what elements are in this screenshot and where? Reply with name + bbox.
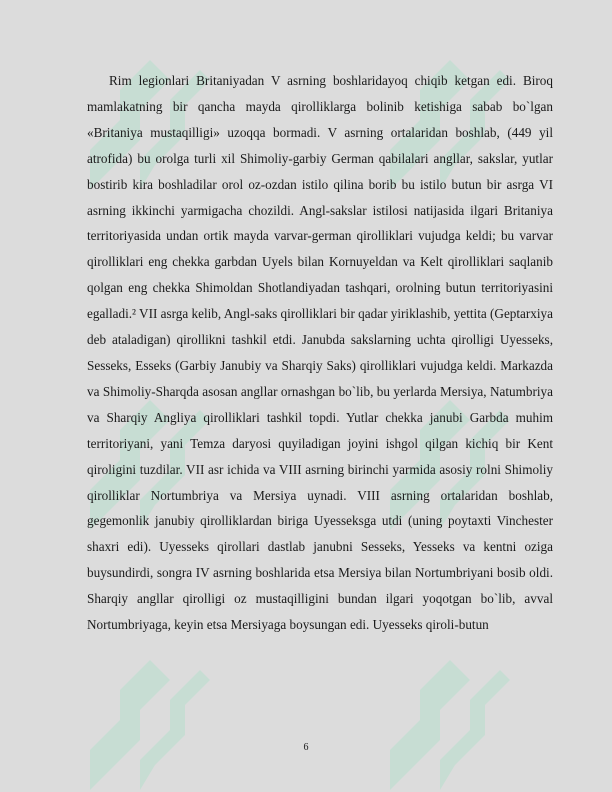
body-paragraph: Rim legionlari Britaniyadan V asrning boshlaridayoq chiqib ketgan edi. Biroq mamlakatning bir qancha mayda qirolliklarga bolinib ketishiga sabab bo`lgan «Britaniya mustaqilligi» uzoqqa bormadi. V asrning ortalaridan boshlab, (449 yil atrofida) bu orolga turli xil Shimoliy-garbiy German qabilalari angllar, sakslar, yutlar bostirib kira boshladilar orol oz-ozdan istilo qilina borib bu istilo butun bir asrga VI asrning ikkinchi yarmigacha chozildi. Angl-sakslar istilosi natijasida ilgari Britaniya territoriyasida undan ortik mayda varvar-german qirolliklari vujudga keldi; bu varvar qirolliklari eng chekka garbdan Uyels bilan Kornuyeldan va Kelt qirolliklari saqlanib qolgan eng chekka Shimoldan Shotlandiyadan tashqari, orolning butun territoriyasini egalladi.² VII asrga kelib, Angl-saks qirolliklari bir qadar yiriklashib, yettita (Geptarxiya deb ataladigan) qirollikni tashkil etdi. Janubda sakslarning uchta qirolligi Uyesseks, Sesseks, Esseks (Garbiy Janubiy va Sharqiy Saks) qirolliklari vujudga keldi. Markazda va Shimoliy-Sharqda asosan angllar ornashgan bo`lib, bu yerlarda Mersiya, Natumbriya va Sharqiy Angliya qirolliklari tashkil topdi. Yutlar chekka janubi Garbda muhim territoriyani, yani Temza daryosi quyiladigan joyini ishgol qilgan kichiq bir Kent qiroligini tuzdilar. VII asr ichida va VIII asrning birinchi yarmida asosiy rolni Shimoliy qirolliklar Nortumbriya va Mersiya uynadi. VIII asrning ortalaridan boshlab, gegemonlik janubiy qirolliklardan biriga Uyesseksga utdi (uning poytaxti Vinchester shaxri edi). Uyesseks qirollari dastlab janubni Sesseks, Yesseks va kentni oziga buysundirdi, songra IV asrning boshlarida etsa Mersiya bilan Nortumbriyani bosib oldi. Sharqiy angllar qirolligi oz mustaqilligini bundan ilgari yoqotgan bo`lib, avval Nortumbriyaga, keyin etsa Mersiyaga boysungan edi. Uyesseks qiroli-butun — [87, 73, 553, 633]
page-number: 6 — [303, 742, 309, 753]
watermark-logo-bottom-right — [380, 640, 520, 790]
watermark-logo-bottom-left — [80, 640, 220, 790]
